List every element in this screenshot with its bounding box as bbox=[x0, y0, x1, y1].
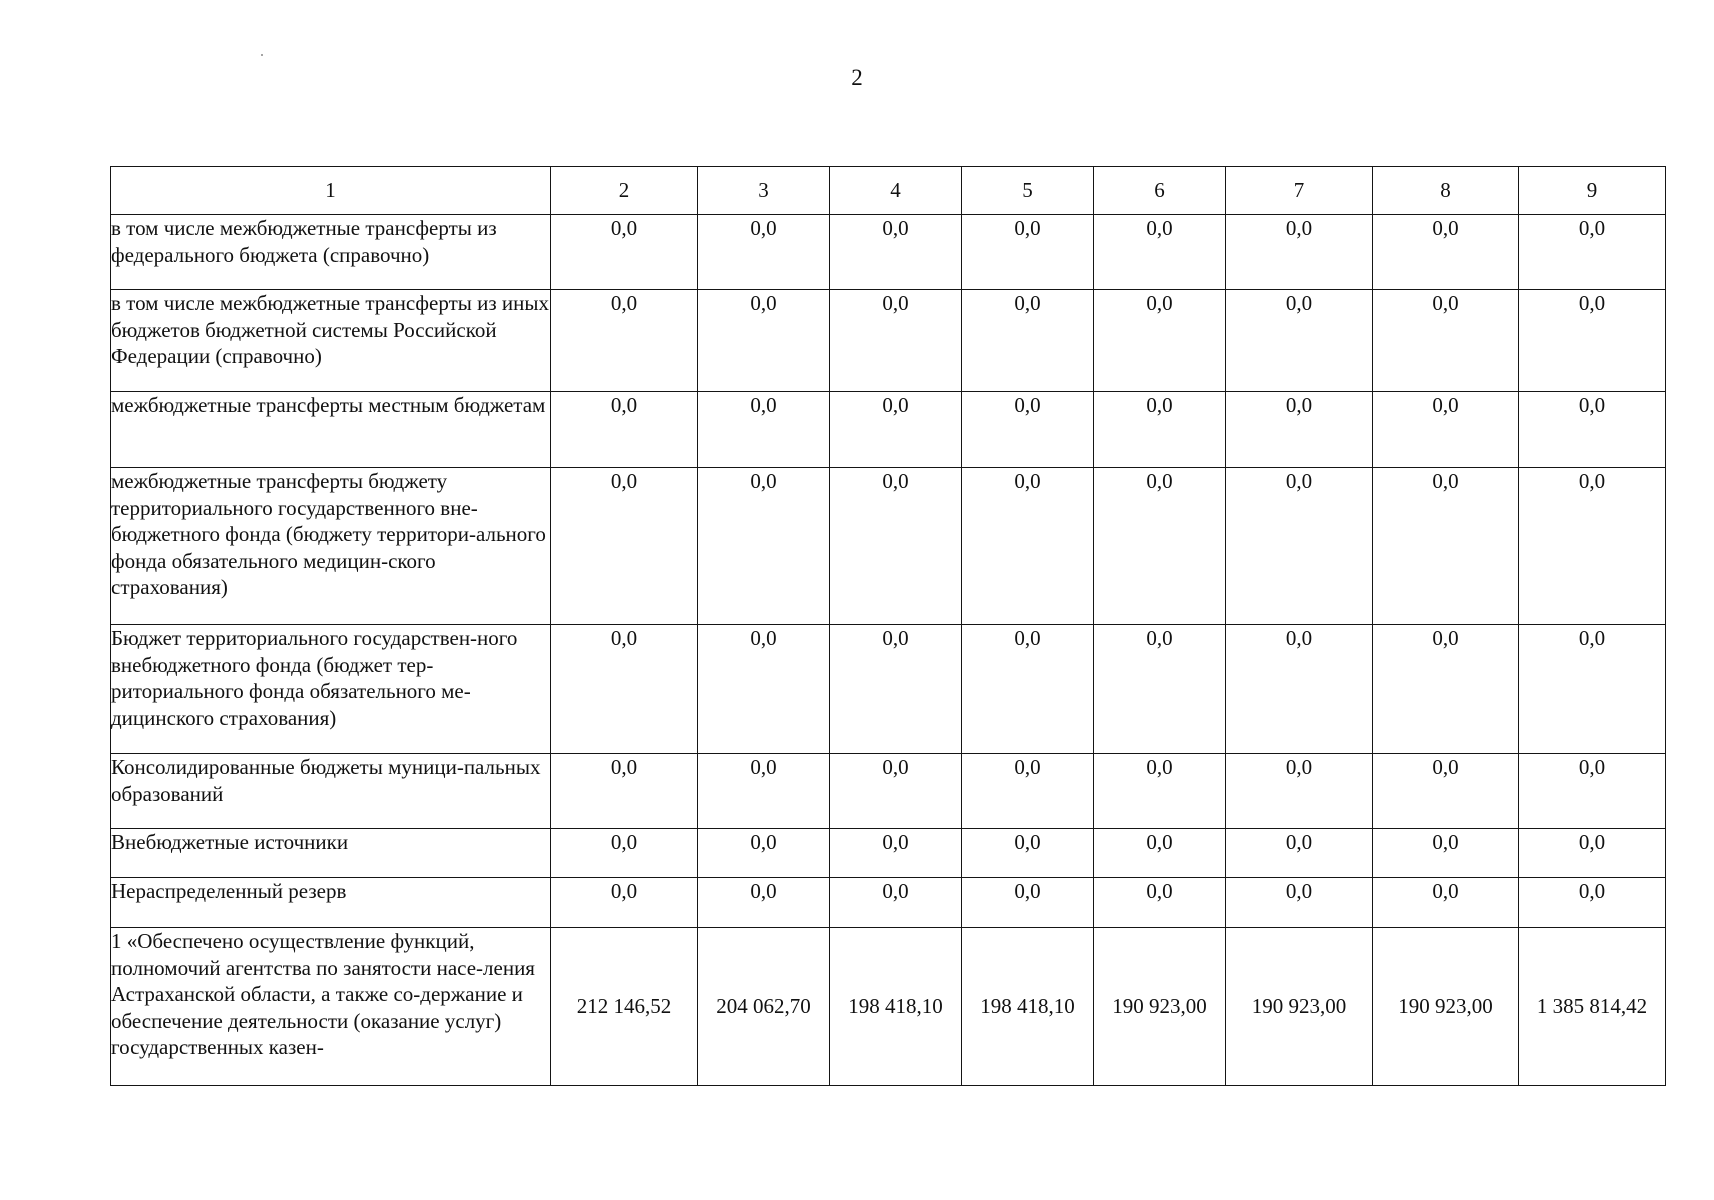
value-cell: 0,0 bbox=[551, 468, 698, 625]
header-cell: 6 bbox=[1094, 167, 1226, 215]
header-row bbox=[111, 167, 1666, 215]
value-cell: 0,0 bbox=[1094, 290, 1226, 392]
value-cell: 0,0 bbox=[698, 878, 830, 928]
value-cell: 0,0 bbox=[1373, 290, 1519, 392]
value-cell: 0,0 bbox=[830, 215, 962, 290]
value-cell: 0,0 bbox=[830, 829, 962, 878]
table-row bbox=[111, 468, 1666, 625]
table-row bbox=[111, 878, 1666, 928]
row-label: Нераспределенный резерв bbox=[111, 878, 551, 928]
value-cell: 0,0 bbox=[1373, 215, 1519, 290]
value-cell: 0,0 bbox=[830, 392, 962, 468]
value-cell: 0,0 bbox=[1226, 754, 1373, 829]
value-cell: 0,0 bbox=[1373, 829, 1519, 878]
value-cell: 0,0 bbox=[698, 754, 830, 829]
value-cell: 0,0 bbox=[1519, 215, 1666, 290]
value-cell: 212 146,52 bbox=[551, 928, 698, 1086]
value-cell: 0,0 bbox=[698, 215, 830, 290]
value-cell: 0,0 bbox=[1226, 625, 1373, 754]
header-cell: 9 bbox=[1519, 167, 1666, 215]
value-cell: 0,0 bbox=[1519, 392, 1666, 468]
value-cell: 0,0 bbox=[551, 290, 698, 392]
value-cell: 0,0 bbox=[962, 290, 1094, 392]
value-cell: 0,0 bbox=[551, 625, 698, 754]
value-cell: 0,0 bbox=[551, 392, 698, 468]
value-cell: 0,0 bbox=[1226, 878, 1373, 928]
value-cell: 198 418,10 bbox=[830, 928, 962, 1086]
value-cell: 0,0 bbox=[1519, 754, 1666, 829]
value-cell: 0,0 bbox=[962, 829, 1094, 878]
value-cell: 1 385 814,42 bbox=[1519, 928, 1666, 1086]
value-cell: 0,0 bbox=[1373, 625, 1519, 754]
table-row bbox=[111, 392, 1666, 468]
table-row bbox=[111, 829, 1666, 878]
value-cell: 0,0 bbox=[698, 829, 830, 878]
header-cell: 3 bbox=[698, 167, 830, 215]
header-cell: 1 bbox=[111, 167, 551, 215]
value-cell: 0,0 bbox=[830, 625, 962, 754]
value-cell: 0,0 bbox=[1519, 878, 1666, 928]
value-cell: 0,0 bbox=[698, 468, 830, 625]
value-cell: 0,0 bbox=[962, 878, 1094, 928]
value-cell: 0,0 bbox=[1094, 215, 1226, 290]
scan-speck bbox=[261, 54, 263, 56]
value-cell: 0,0 bbox=[962, 625, 1094, 754]
row-label: в том числе межбюджетные трансферты из иных бюджетов бюджетной системы Российской Федерации (справочно) bbox=[111, 290, 551, 392]
row-label: 1 «Обеспечено осуществление функций, полномочий агентства по занятости насе-ления Астраханской области, а также со-держание и обеспечение деятельности (оказание услуг) государственных казен- bbox=[111, 928, 551, 1086]
value-cell: 0,0 bbox=[1094, 754, 1226, 829]
value-cell: 204 062,70 bbox=[698, 928, 830, 1086]
value-cell: 0,0 bbox=[698, 290, 830, 392]
value-cell: 0,0 bbox=[551, 829, 698, 878]
table-row bbox=[111, 754, 1666, 829]
value-cell: 0,0 bbox=[698, 392, 830, 468]
value-cell: 198 418,10 bbox=[962, 928, 1094, 1086]
value-cell: 0,0 bbox=[1094, 625, 1226, 754]
value-cell: 0,0 bbox=[1226, 392, 1373, 468]
table-header bbox=[111, 167, 1666, 215]
value-cell: 0,0 bbox=[1519, 625, 1666, 754]
value-cell: 0,0 bbox=[830, 290, 962, 392]
value-cell: 0,0 bbox=[1226, 215, 1373, 290]
value-cell: 0,0 bbox=[1226, 290, 1373, 392]
value-cell: 0,0 bbox=[551, 754, 698, 829]
value-cell: 0,0 bbox=[962, 468, 1094, 625]
value-cell: 0,0 bbox=[1226, 829, 1373, 878]
value-cell: 0,0 bbox=[551, 215, 698, 290]
header-cell: 4 bbox=[830, 167, 962, 215]
header-cell: 5 bbox=[962, 167, 1094, 215]
value-cell: 0,0 bbox=[698, 625, 830, 754]
row-label: Консолидированные бюджеты муници-пальных образований bbox=[111, 754, 551, 829]
value-cell: 0,0 bbox=[1373, 468, 1519, 625]
value-cell: 190 923,00 bbox=[1373, 928, 1519, 1086]
row-label: Внебюджетные источники bbox=[111, 829, 551, 878]
value-cell: 0,0 bbox=[1226, 468, 1373, 625]
table-row bbox=[111, 625, 1666, 754]
value-cell: 0,0 bbox=[1519, 468, 1666, 625]
value-cell: 0,0 bbox=[1094, 878, 1226, 928]
table-row bbox=[111, 928, 1666, 1086]
header-cell: 8 bbox=[1373, 167, 1519, 215]
value-cell: 0,0 bbox=[830, 754, 962, 829]
table-row bbox=[111, 290, 1666, 392]
value-cell: 0,0 bbox=[1373, 754, 1519, 829]
value-cell: 0,0 bbox=[830, 468, 962, 625]
header-cell: 7 bbox=[1226, 167, 1373, 215]
value-cell: 0,0 bbox=[830, 878, 962, 928]
row-label: Бюджет территориального государствен-ного внебюджетного фонда (бюджет тер-риториального фонда обязательного ме-дицинского страхования) bbox=[111, 625, 551, 754]
row-label: в том числе межбюджетные трансферты из федерального бюджета (справочно) bbox=[111, 215, 551, 290]
value-cell: 0,0 bbox=[1373, 392, 1519, 468]
value-cell: 190 923,00 bbox=[1226, 928, 1373, 1086]
header-cell: 2 bbox=[551, 167, 698, 215]
page-number: 2 bbox=[851, 65, 863, 90]
value-cell: 0,0 bbox=[1094, 829, 1226, 878]
value-cell: 0,0 bbox=[1519, 290, 1666, 392]
value-cell: 0,0 bbox=[962, 392, 1094, 468]
value-cell: 0,0 bbox=[1373, 878, 1519, 928]
value-cell: 0,0 bbox=[551, 878, 698, 928]
table-row bbox=[111, 215, 1666, 290]
table-body bbox=[111, 215, 1666, 1086]
value-cell: 0,0 bbox=[1519, 829, 1666, 878]
value-cell: 190 923,00 bbox=[1094, 928, 1226, 1086]
value-cell: 0,0 bbox=[1094, 392, 1226, 468]
value-cell: 0,0 bbox=[962, 754, 1094, 829]
value-cell: 0,0 bbox=[1094, 468, 1226, 625]
budget-table bbox=[110, 166, 1666, 1086]
value-cell: 0,0 bbox=[962, 215, 1094, 290]
row-label: межбюджетные трансферты местным бюджетам bbox=[111, 392, 551, 468]
row-label: межбюджетные трансферты бюджету территориального государственного вне-бюджетного фонда (бюджету территори-ального фонда обязательного медицин-ского страхования) bbox=[111, 468, 551, 625]
